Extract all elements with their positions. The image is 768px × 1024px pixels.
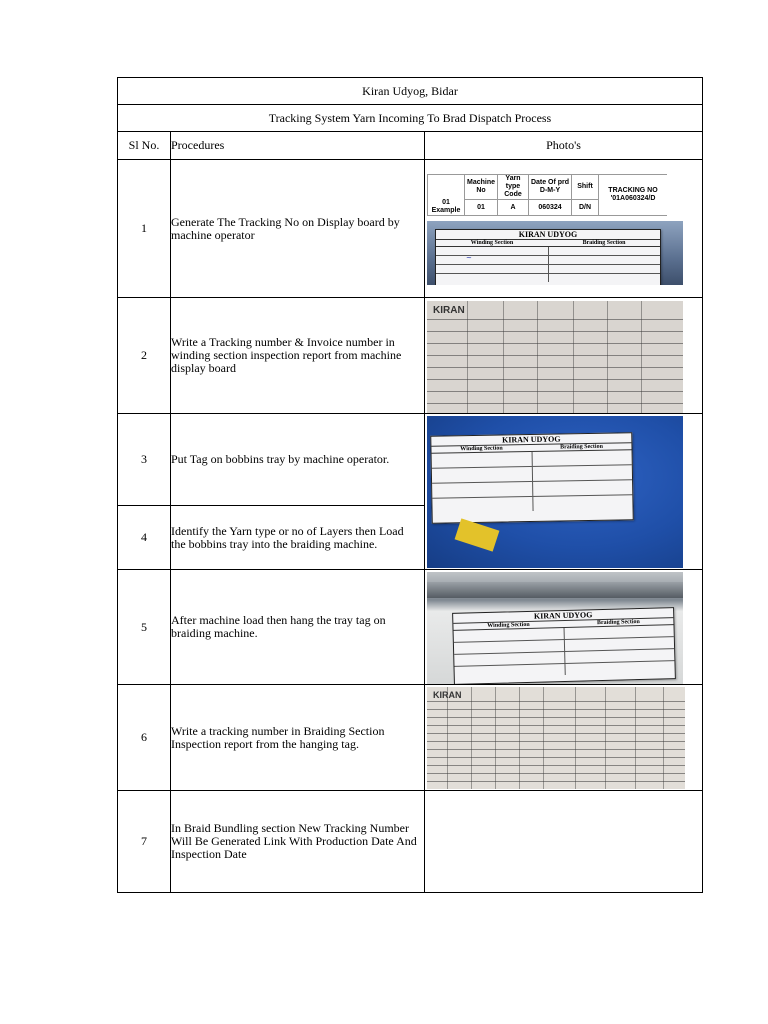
procedure-text xyxy=(171,685,425,791)
row-number: 3 xyxy=(118,414,171,506)
tag-winding-label: Winding Section xyxy=(487,621,530,629)
tag-braiding-label: Braiding Section xyxy=(596,618,640,626)
procedure-label: Write a Tracking number & Invoice number in winding section inspection report from machine display board xyxy=(171,335,402,375)
document xyxy=(117,77,702,893)
tracking-value: '01A060324/D xyxy=(610,195,656,202)
procedure-label: Identify the Yarn type or no of Layers then Load the bobbins tray into the braiding machine. xyxy=(171,523,404,551)
company-title: Kiran Udyog, Bidar xyxy=(118,78,703,105)
report-brand: KIRAN xyxy=(433,304,465,316)
procedure-label: Write a tracking number in Braiding Section Inspection report from the hanging tag. xyxy=(171,723,385,751)
mini-example-label: 01 Example xyxy=(428,199,465,216)
tracking-tag-card xyxy=(435,229,661,285)
handwriting-mark: ~ xyxy=(466,254,472,263)
photo-winding-report xyxy=(427,301,683,413)
report-brand: KIRAN xyxy=(433,690,462,700)
document-title: Tracking System Yarn Incoming To Brad Dispatch Process xyxy=(118,105,703,132)
mini-header-date: Date Of prd D-M-Y xyxy=(529,174,572,199)
photo-cell xyxy=(425,570,703,685)
row-number: 1 xyxy=(118,160,171,298)
table-row xyxy=(118,160,703,298)
mini-header-shift: Shift xyxy=(572,174,599,199)
tracking-example-table xyxy=(427,174,667,217)
mini-value-machine: 01 xyxy=(465,199,498,216)
photo-hanging-tag xyxy=(427,572,683,684)
photo-cell-empty xyxy=(425,791,703,893)
col-header-photos: Photo's xyxy=(425,132,703,160)
tag-braiding-label: Braiding Section xyxy=(582,240,626,247)
machine-rod xyxy=(427,582,683,598)
hanging-tag-card xyxy=(452,607,676,684)
mini-header-blank xyxy=(428,174,465,199)
tag-title: KIRAN UDYOG xyxy=(453,608,673,624)
table-row xyxy=(118,685,703,791)
mini-value-yarn: A xyxy=(498,199,529,216)
procedure-label: After machine load then hang the tray tag on braiding machine. xyxy=(171,613,386,640)
procedure-text xyxy=(171,791,425,893)
procedure-label: Put Tag on bobbins tray by machine operator. xyxy=(171,452,390,466)
photo-cell xyxy=(425,160,703,298)
mini-value-shift: D/N xyxy=(572,199,599,216)
table-row xyxy=(118,414,703,506)
tag-braiding-label: Braiding Section xyxy=(559,443,603,451)
tag-title: KIRAN UDYOG xyxy=(431,433,631,446)
tag-winding-label: Winding Section xyxy=(460,445,503,453)
mini-tracking-cell xyxy=(599,174,668,216)
procedure-table xyxy=(117,77,703,893)
mini-header-yarn: Yarn type Code xyxy=(498,174,529,199)
table-row xyxy=(118,791,703,893)
tag-winding-label: Winding Section xyxy=(470,240,514,247)
tag-title: KIRAN UDYOG xyxy=(436,230,660,240)
procedure-text xyxy=(171,570,425,685)
procedure-label: Generate The Tracking No on Display board by machine operator xyxy=(171,214,400,242)
tag-section-header xyxy=(436,240,660,247)
procedure-text xyxy=(171,298,425,414)
row-number: 4 xyxy=(118,506,171,570)
row-number: 6 xyxy=(118,685,171,791)
photo-cell xyxy=(425,414,703,570)
tracking-label: TRACKING NO xyxy=(608,187,658,194)
procedure-text xyxy=(171,160,425,298)
col-header-sl: Sl No. xyxy=(118,132,171,160)
photo-cell xyxy=(425,685,703,791)
table-row xyxy=(118,298,703,414)
photo-display-board xyxy=(427,221,683,285)
row-number: 2 xyxy=(118,298,171,414)
row-number: 5 xyxy=(118,570,171,685)
bobbin-tag-card xyxy=(430,432,634,524)
mini-header-machine: Machine No xyxy=(465,174,498,199)
row-number: 7 xyxy=(118,791,171,893)
table-row xyxy=(118,570,703,685)
procedure-label: In Braid Bundling section New Tracking Number Will Be Generated Link With Production Date And Inspection Date xyxy=(171,821,417,861)
photo-bobbin-tray-tag xyxy=(427,416,683,568)
procedure-text xyxy=(171,414,425,506)
photo-braiding-report xyxy=(427,687,685,789)
yellow-tape xyxy=(455,518,500,551)
photo-cell xyxy=(425,298,703,414)
procedure-text xyxy=(171,506,425,570)
col-header-procedures: Procedures xyxy=(171,132,425,160)
mini-value-date: 060324 xyxy=(529,199,572,216)
